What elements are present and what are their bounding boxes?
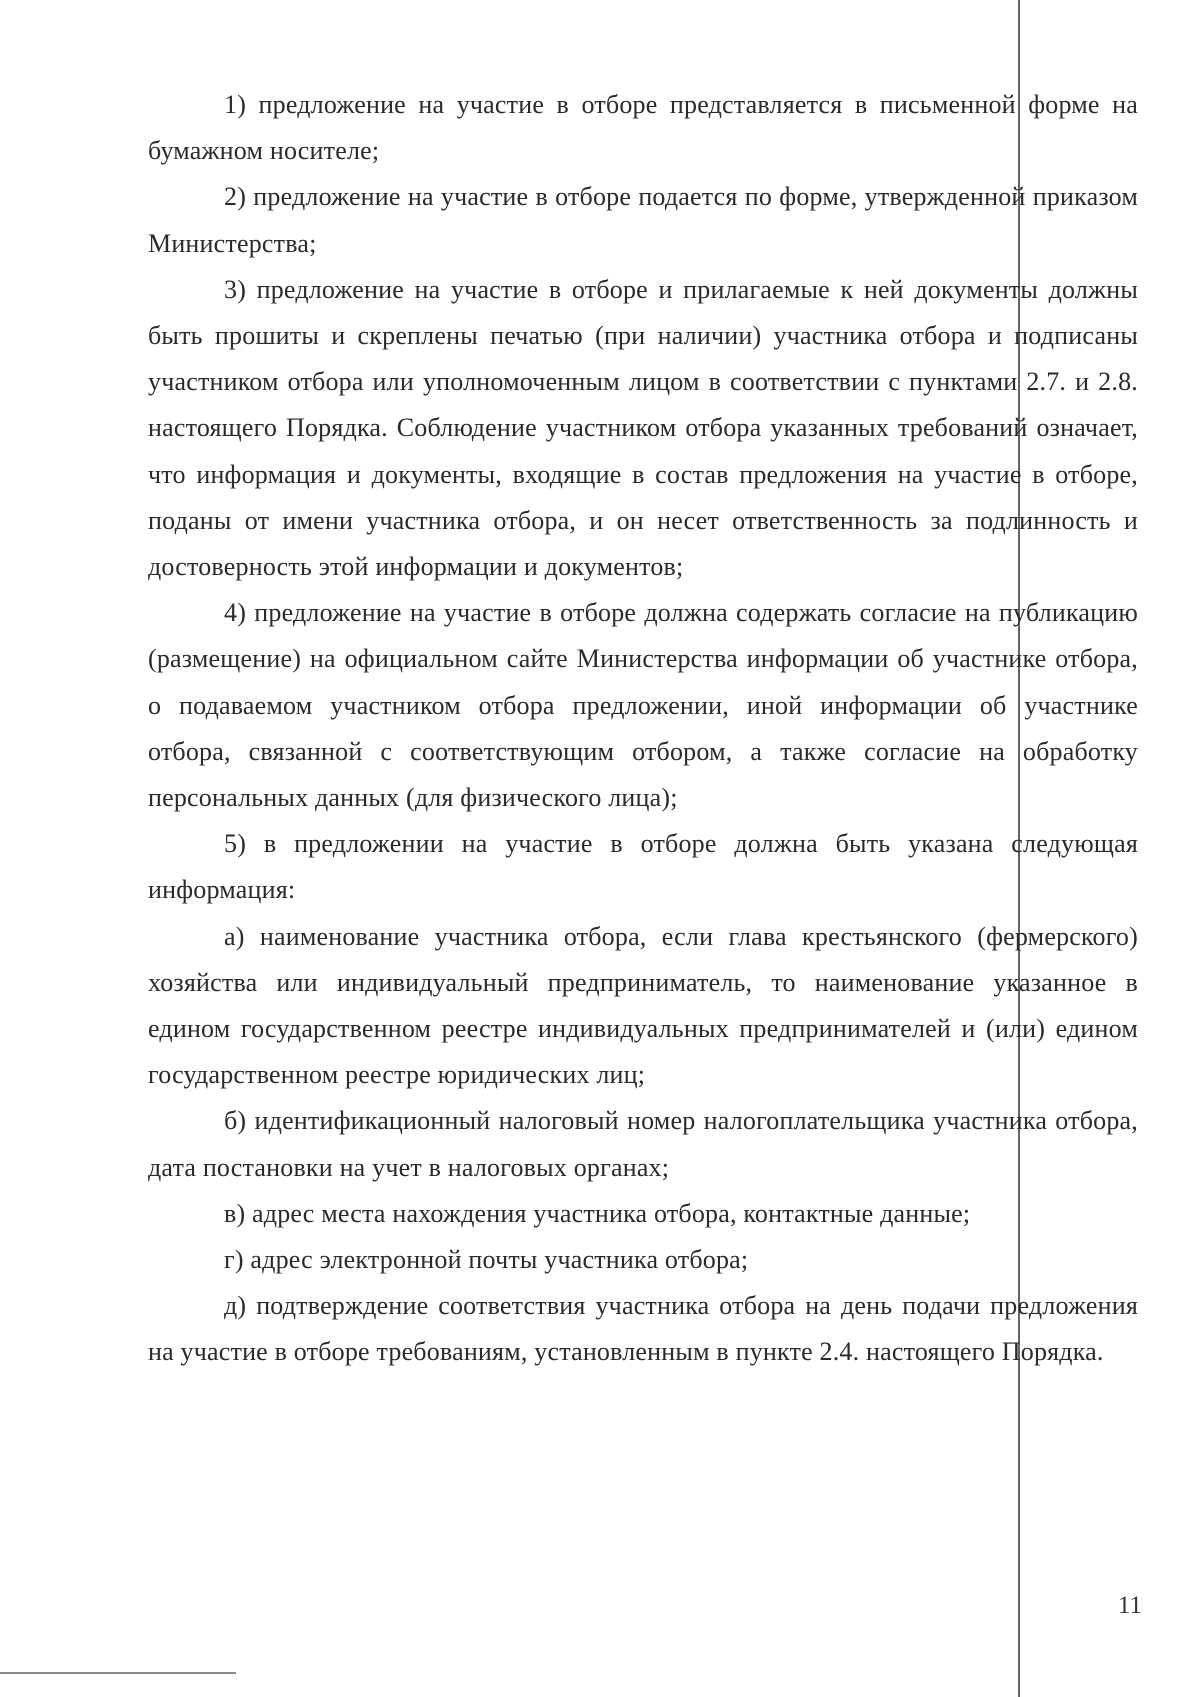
paragraph-subitem-d: д) подтверждение соответствия участника отбора на день подачи предложения на участие в отборе требованиям, установленным в пункте 2.4. настоящего Порядка. [148, 1291, 1138, 1367]
paragraph-item-5: 5) в предложении на участие в отборе должна быть указана следующая информация: [148, 829, 1138, 905]
paragraph-item-3: 3) предложение на участие в отборе и прилагаемые к ней документы должны быть прошиты и скреплены печатью (при наличии) участника отбора и подписаны участником отбора или уполномоченным лицом в соответствии с пунктами 2.7. и 2.8. настоящего Порядка. Соблюдение участником отбора указанных требований означает, что информация и документы, входящие в состав предложения на участие в отборе, поданы от имени участника отбора, и он несет ответственность за подлинность и достоверность этой информации и документов; [148, 274, 1138, 582]
paragraph-item-2: 2) предложение на участие в отборе подается по форме, утвержденной приказом Министерства; [148, 182, 1138, 258]
bottom-divider [0, 1672, 236, 1674]
page-number: 11 [1117, 1592, 1142, 1619]
paragraph-item-4: 4) предложение на участие в отборе должна содержать согласие на публикацию (размещение) на официальном сайте Министерства информации об участнике отбора, о подаваемом участником отбора предложении, иной информации об участнике отбора, связанной с соответствующим отбором, а также согласие на обработку персональных данных (для физического лица); [148, 598, 1138, 813]
paragraph-item-1: 1) предложение на участие в отборе представляется в письменной форме на бумажном носителе; [148, 90, 1138, 166]
paragraph-subitem-g: г) адрес электронной почты участника отбора; [224, 1245, 749, 1275]
paragraph-subitem-a: а) наименование участника отбора, если глава крестьянского (фермерского) хозяйства или индивидуальный предприниматель, то наименование указанное в едином государственном реестре индивидуальных предпринимателей и (или) едином государственном реестре юридических лиц; [148, 921, 1138, 1090]
document-body [148, 82, 1138, 1376]
paragraph-subitem-v: в) адрес места нахождения участника отбора, контактные данные; [224, 1198, 971, 1228]
paragraph-subitem-b: б) идентификационный налоговый номер налогоплательщика участника отбора, дата постановки на учет в налоговых органах; [148, 1106, 1138, 1182]
